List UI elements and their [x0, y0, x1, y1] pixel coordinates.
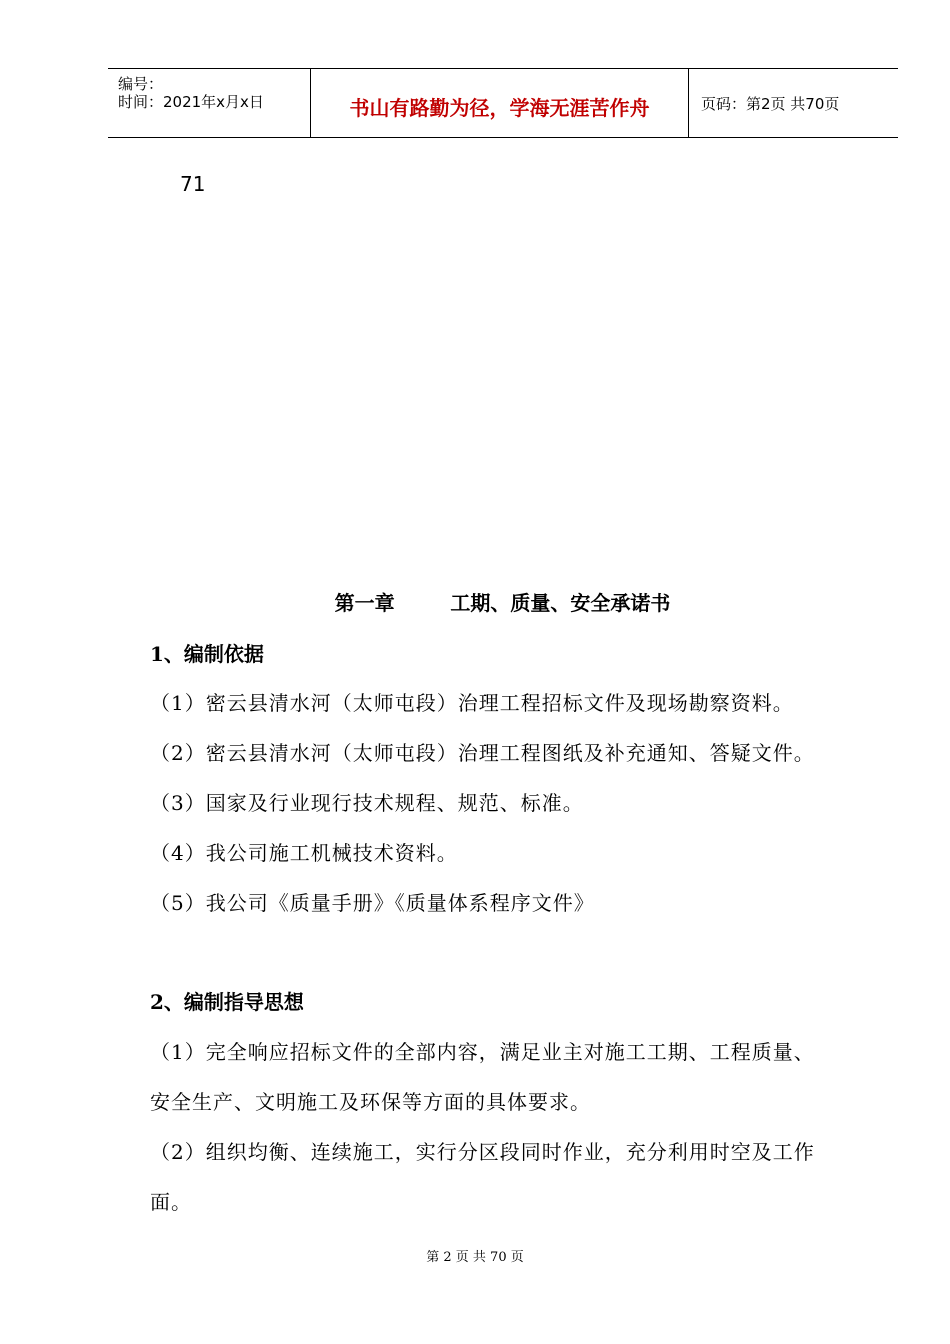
paragraph: （2）密云县清水河（太师屯段）治理工程图纸及补充通知、答疑文件。	[150, 741, 815, 765]
section-title-basis: 1、编制依据	[150, 642, 264, 666]
paragraph: （2）组织均衡、连续施工，实行分区段同时作业，充分利用时空及工作	[150, 1140, 815, 1164]
header-meta-cell	[108, 69, 311, 137]
page-header	[108, 68, 898, 138]
paragraph: （4）我公司施工机械技术资料。	[150, 841, 458, 865]
paragraph: （1）完全响应招标文件的全部内容，满足业主对施工工期、工程质量、	[150, 1040, 815, 1064]
paragraph: （5）我公司《质量手册》《质量体系程序文件》	[150, 891, 595, 915]
document-number-label: 编号：	[118, 75, 164, 93]
paragraph: 面。	[150, 1190, 192, 1214]
section-title-guiding-ideas: 2、编制指导思想	[150, 990, 304, 1014]
document-time-label: 时间：2021年x月x日	[118, 93, 264, 111]
paragraph: （1）密云县清水河（太师屯段）治理工程招标文件及现场勘察资料。	[150, 691, 794, 715]
stray-number: 71	[180, 172, 206, 196]
paragraph: 安全生产、文明施工及环保等方面的具体要求。	[150, 1090, 591, 1114]
header-motto-cell	[311, 69, 689, 137]
header-page-cell	[689, 69, 898, 137]
chapter-title: 第一章 工期、质量、安全承诺书	[334, 591, 671, 615]
paragraph: （3）国家及行业现行技术规程、规范、标准。	[150, 791, 584, 815]
header-page-info: 页码：第2页 共70页	[701, 95, 840, 113]
header-motto: 书山有路勤为径，学海无涯苦作舟	[349, 96, 650, 120]
page-footer: 第 2 页 共 70 页	[426, 1250, 524, 1265]
